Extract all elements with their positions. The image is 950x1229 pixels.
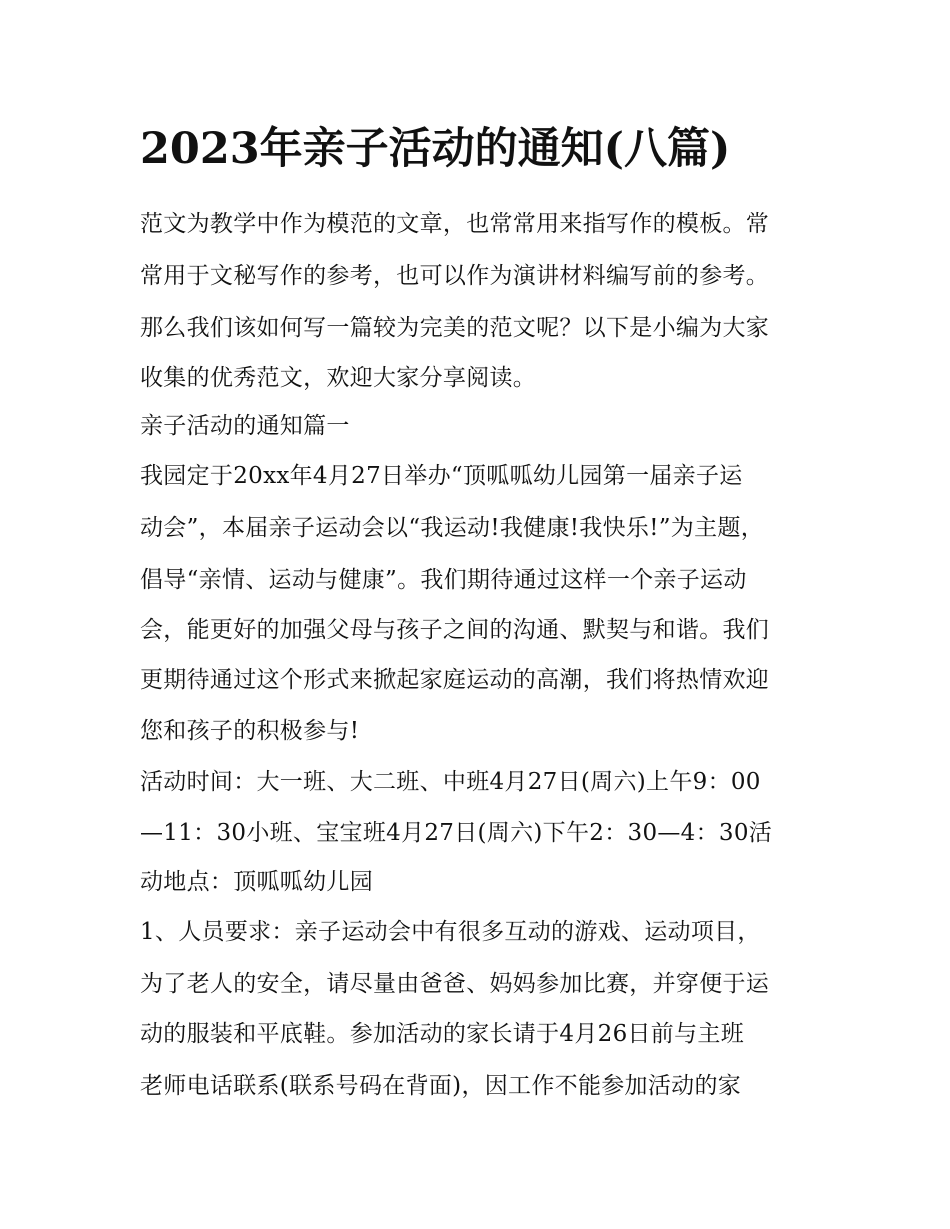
body-line: 倡导“亲情、运动与健康”。我们期待通过这样一个亲子运动	[140, 567, 747, 593]
section-heading: 亲子活动的通知篇一	[140, 413, 350, 439]
body-line: 那么我们该如何写一篇较为完美的范文呢？以下是小编为大家	[140, 315, 770, 341]
body-line: 老师电话联系(联系号码在背面)，因工作不能参加活动的家	[140, 1073, 742, 1099]
body-line: 动的服装和平底鞋。参加活动的家长请于4月26日前与主班	[140, 1021, 744, 1047]
body-line: 更期待通过这个形式来掀起家庭运动的高潮，我们将热情欢迎	[140, 667, 770, 693]
body-line: 范文为教学中作为模范的文章，也常常用来指写作的模板。常	[140, 211, 770, 237]
document-title: 2023年亲子活动的通知(八篇)	[140, 124, 731, 174]
body-line: 会，能更好的加强父母与孩子之间的沟通、默契与和谐。我们	[140, 617, 770, 643]
body-line: 动地点：顶呱呱幼儿园	[140, 869, 373, 895]
body-line: 我园定于20xx年4月27日举办“顶呱呱幼儿园第一届亲子运	[140, 463, 743, 489]
body-line: 常用于文秘写作的参考，也可以作为演讲材料编写前的参考。	[140, 263, 770, 289]
body-line: 活动时间：大一班、大二班、中班4月27日(周六)上午9：00	[140, 769, 761, 795]
body-line: —11：30小班、宝宝班4月27日(周六)下午2：30—4：30活	[140, 820, 773, 846]
body-line: 收集的优秀范文，欢迎大家分享阅读。	[140, 365, 537, 391]
body-line: 为了老人的安全，请尽量由爸爸、妈妈参加比赛，并穿便于运	[140, 971, 770, 997]
body-line: 动会”，本届亲子运动会以“我运动!我健康!我快乐!”为主题，	[140, 515, 765, 541]
body-line: 1、人员要求：亲子运动会中有很多互动的游戏、运动项目，	[140, 919, 761, 945]
body-line: 您和孩子的积极参与!	[140, 718, 360, 744]
